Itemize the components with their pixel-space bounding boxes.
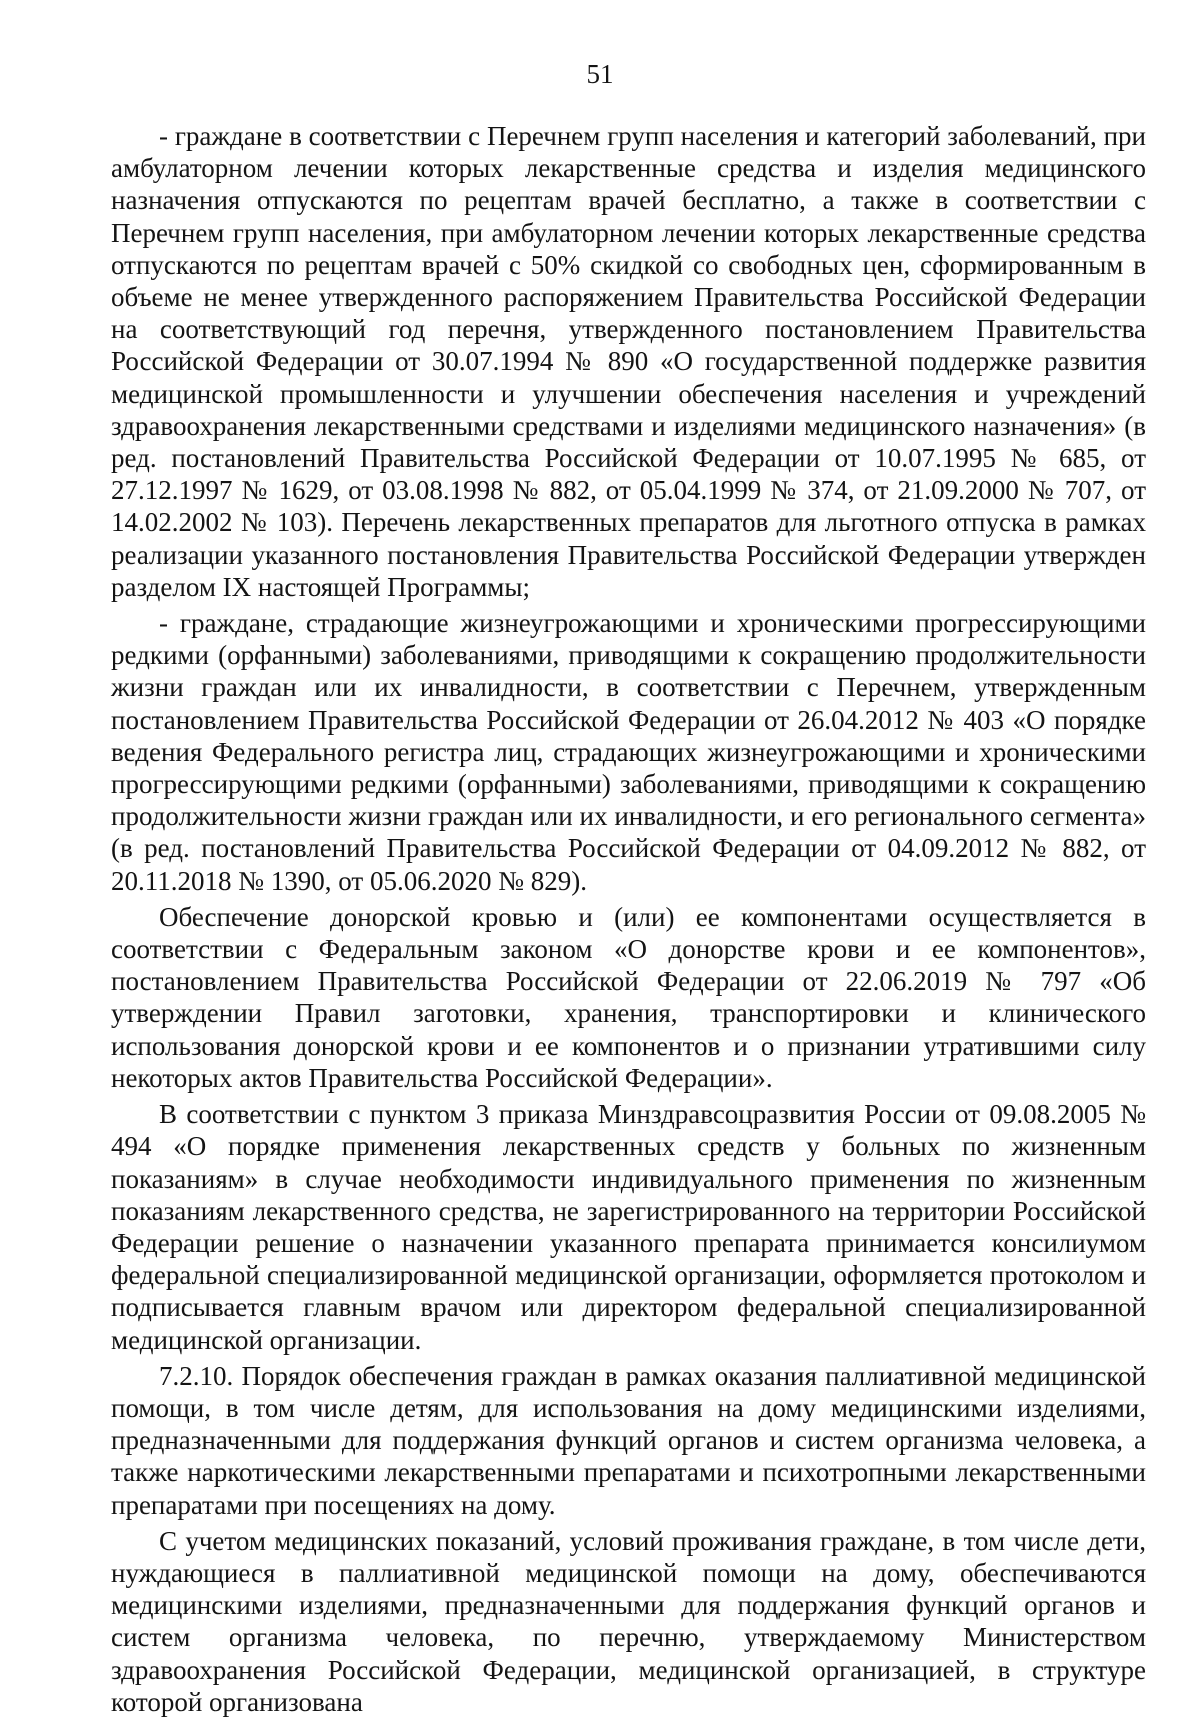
paragraph-section-7-2-10: 7.2.10. Порядок обеспечения граждан в рамках оказания паллиативной медицинской помощи, в том числе детям, для использования на дому медицинскими изделиями, предназначенными для поддержания функций органов и систем организма человека, а также наркотическими лекарственными препаратами и психотропными лекарственными препаратами при посещениях на дому.	[111, 1360, 1146, 1520]
paragraph-vital-indications: В соответствии с пунктом 3 приказа Минздравсоцразвития России от 09.08.2005 № 494 «О порядке применения лекарственных средств у больных по жизненным показаниям» в случае необходимости индивидуального применения по жизненным показаниям лекарственного средства, не зарегистрированного на территории Российской Федерации решение о назначении указанного препарата принимается консилиумом федеральной специализированной медицинской организации, оформляется протоколом и подписывается главным врачом или директором федеральной специализированной медицинской организации.	[111, 1099, 1146, 1355]
paragraph-beneficiaries-list: - граждане в соответствии с Перечнем групп населения и категорий заболеваний, при амбулаторном лечении которых лекарственные средства и изделия медицинского назначения отпускаются по рецептам врачей бесплатно, а также в соответствии с Перечнем групп населения, при амбулаторном лечении которых лекарственные средства отпускаются по рецептам врачей с 50% скидкой со свободных цен, сформированным в объеме не менее утвержденного распоряжением Правительства Российской Федерации на соответствующий год перечня, утвержденного постановлением Правительства Российской Федерации от 30.07.1994 № 890 «О государственной поддержке развития медицинской промышленности и улучшении обеспечения населения и учреждений здравоохранения лекарственными средствами и изделиями медицинского назначения» (в ред. постановлений Правительства Российской Федерации от 10.07.1995 № 685, от 27.12.1997 № 1629, от 03.08.1998 № 882, от 05.04.1999 № 374, от 21.09.2000 № 707, от 14.02.2002 № 103). Перечень лекарственных препаратов для льготного отпуска в рамках реализации указанного постановления Правительства Российской Федерации утвержден разделом IX настоящей Программы;	[111, 121, 1146, 602]
paragraph-palliative-home-care: С учетом медицинских показаний, условий проживания граждане, в том числе дети, нуждающиеся в паллиативной медицинской помощи на дому, обеспечиваются медицинскими изделиями, предназначенными для поддержания функций органов и систем организма человека, по перечню, утверждаемому Министерством здравоохранения Российской Федерации, медицинской организацией, в структуре которой организована	[111, 1525, 1146, 1717]
paragraph-donor-blood: Обеспечение донорской кровью и (или) ее компонентами осуществляется в соответствии с Федеральным законом «О донорстве крови и ее компонентов», постановлением Правительства Российской Федерации от 22.06.2019 № 797 «Об утверждении Правил заготовки, хранения, транспортировки и клинического использования донорской крови и ее компонентов и о признании утратившими силу некоторых актов Правительства Российской Федерации».	[111, 901, 1146, 1093]
document-body	[111, 120, 1146, 1718]
paragraph-orphan-diseases: - граждане, страдающие жизнеугрожающими и хроническими прогрессирующими редкими (орфанными) заболеваниями, приводящими к сокращению продолжительности жизни граждан или их инвалидности, в соответствии с Перечнем, утвержденным постановлением Правительства Российской Федерации от 26.04.2012 № 403 «О порядке ведения Федерального регистра лиц, страдающих жизнеугрожающими и хроническими прогрессирующими редкими (орфанными) заболеваниями, приводящими к сокращению продолжительности жизни граждан или их инвалидности, и его регионального сегмента» (в ред. постановлений Правительства Российской Федерации от 04.09.2012 № 882, от 20.11.2018 № 1390, от 05.06.2020 № 829).	[111, 608, 1146, 896]
page-number: 51	[586, 59, 614, 89]
